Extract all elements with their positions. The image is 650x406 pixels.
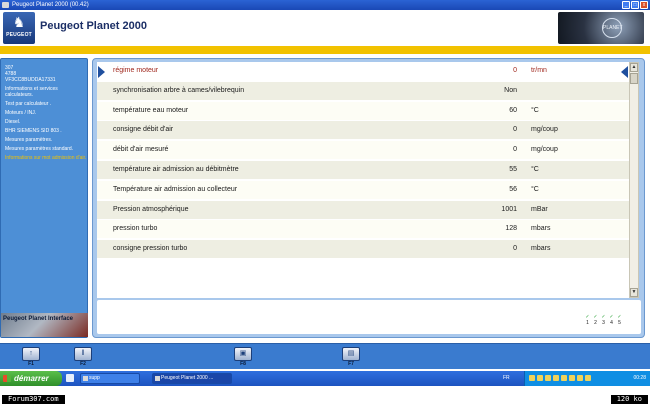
parameter-unit: mg/coup [531,126,558,134]
vehicle-info-line: Test par calculateur . [5,101,52,107]
function-key-label: F2 [80,361,86,367]
parameters-panel [92,58,645,338]
parameter-row[interactable] [97,102,629,121]
parameter-unit: °C [531,106,539,114]
forum-watermark: Forum307.com [2,395,65,404]
ecu-check-icon: ✓ [609,314,614,320]
window-app-icon [2,2,9,8]
ecu-number: 5 [618,320,621,326]
vehicle-info-line: Diesel. [5,119,21,125]
footer-strip [0,386,650,406]
parameter-label: Pression atmosphérique [113,205,189,213]
planet-hero-image [558,12,644,44]
parameter-row[interactable] [97,220,629,239]
parameter-label: consigne pression turbo [113,245,188,253]
ecu-check-icon: ✓ [585,314,590,320]
ecu-number: 1 [586,320,589,326]
ecu-check-icon: ✓ [601,314,606,320]
start-label: démarrer [14,374,49,383]
scroll-up-button[interactable]: ▲ [631,64,637,70]
interface-label: Peugeot Planet Interface [3,316,74,322]
tray-icon[interactable] [561,375,567,381]
parameter-unit: °C [531,166,539,173]
globe-icon: PLANET [602,18,622,38]
parameter-row[interactable] [97,121,629,140]
selection-arrow-right-icon [621,66,628,78]
parameter-list [97,62,629,298]
function-key-f7[interactable] [340,347,362,367]
taskbar-item-planet[interactable] [152,373,232,384]
parameter-row[interactable] [97,141,629,160]
window-title: Peugeot Planet 2000 (00.42) [12,2,89,8]
tray-icon[interactable] [569,375,575,381]
vehicle-info-line: Informations sur mot admission d'air. [5,155,87,161]
vehicle-info-line: 4788 [5,71,17,77]
parameter-label: synchronisation arbre à cames/vilebrequin [113,86,245,94]
parameter-label: Température air admission au collecteur [113,185,238,193]
parameter-row[interactable] [97,82,629,101]
parameter-label: régime moteur [113,67,159,74]
parameter-value: 0 [513,146,517,154]
tray-icon[interactable] [537,375,543,381]
task-label: Peugeot Planet 2000 ... [161,375,214,381]
file-size-label: 120 ko [611,395,648,404]
vehicle-info-line: BHR SIEMENS SID 803 . [5,128,62,134]
ecu-status-item[interactable] [608,314,615,326]
parameter-value: 0 [513,245,517,253]
vehicle-info-line: Mesures paramètres standard. [5,146,74,152]
pause-icon: ‖ [74,347,92,361]
parameter-unit: mBar [531,205,548,213]
clock[interactable]: 00:28 [633,375,646,381]
ecu-number: 4 [610,320,613,326]
parameter-unit: mbars [531,225,551,233]
function-key-f8[interactable] [232,347,254,367]
close-button[interactable]: x [640,1,648,9]
function-key-f2[interactable] [72,347,94,367]
app-title: Peugeot Planet 2000 [40,20,147,32]
print-icon: ▤ [342,347,360,361]
taskbar-item-supp[interactable] [80,373,140,384]
parameter-label: pression turbo [113,225,158,233]
parameter-label: température eau moteur [113,106,189,114]
window-titlebar [0,0,650,10]
folder-icon [83,376,88,381]
parameter-unit: mbars [531,245,551,253]
vehicle-info-lines [1,59,87,161]
scroll-down-button[interactable]: ▼ [631,289,637,295]
parameter-row[interactable] [97,181,629,200]
function-key-bar [0,343,650,369]
function-key-label: F7 [348,361,354,367]
parameter-unit: °C [531,185,539,193]
ecu-status-item[interactable] [616,314,623,326]
header-accent-bar [0,46,650,54]
status-area [97,300,641,334]
parameter-row[interactable] [97,62,629,81]
parameter-unit: mg/coup [531,146,558,154]
parameter-value: Non [504,86,517,94]
maximize-button[interactable]: □ [631,1,639,9]
app-header [0,10,650,46]
language-indicator[interactable]: FR [503,375,510,381]
tray-icon[interactable] [585,375,591,381]
parameter-value: 55 [509,166,517,173]
parameter-row[interactable] [97,161,629,180]
system-tray [503,371,650,386]
brand-name: PEUGEOT [6,32,32,38]
function-key-label: F8 [240,361,246,367]
ecu-status-list [584,314,623,326]
parameter-value: 1001 [501,205,517,213]
function-key-label: F1 [28,361,34,367]
selection-arrow-left-icon [98,66,105,78]
parameter-row[interactable] [97,201,629,220]
window-controls [622,1,648,9]
ecu-check-icon: ✓ [593,314,598,320]
parameter-value: 0 [513,126,517,134]
start-button[interactable] [0,371,62,386]
ecu-check-icon: ✓ [617,314,622,320]
tray-icon[interactable] [529,375,535,381]
scroll-thumb[interactable] [630,73,638,84]
minimize-button[interactable]: _ [622,1,630,9]
parameter-label: débit d'air mesuré [113,146,169,154]
vehicle-info-line: Moteurs / INJ. [5,110,37,116]
tray-icon[interactable] [545,375,551,381]
ecu-status-item[interactable] [592,314,599,326]
ecu-status-item[interactable] [584,314,591,326]
parameter-unit: tr/mn [531,67,547,74]
tray-icon[interactable] [577,375,583,381]
vehicle-info-line: Mesures paramètres. [5,137,53,143]
tray-icons [529,375,591,381]
vehicle-info-panel [0,58,88,338]
parameter-value: 60 [509,106,517,114]
parameter-label: consigne débit d'air [113,126,174,134]
tray-icon[interactable] [553,375,559,381]
ecu-number: 2 [594,320,597,326]
vertical-scrollbar[interactable] [629,62,639,298]
parameter-value: 56 [509,185,517,193]
function-key-f1[interactable] [20,347,42,367]
peugeot-logo [3,12,35,44]
lion-icon: ♞ [12,14,26,30]
task-label: supp [89,375,100,381]
vehicle-info-line: VF3CC8BUDDA17331 [5,77,56,83]
ecu-status-item[interactable] [600,314,607,326]
windows-flag-icon [3,375,11,382]
parameter-row[interactable] [97,240,629,259]
taskbar [0,371,650,386]
parameter-value: 0 [513,67,517,74]
interface-badge [1,313,88,337]
app-icon [155,376,160,381]
parameter-label: température air admission au débitmètre [113,166,239,173]
up-arrow-icon: ↑ [22,347,40,361]
parameter-value: 128 [505,225,517,233]
snapshot-icon: ▣ [234,347,252,361]
vehicle-info-line: 307 [5,65,14,71]
quick-launch-icon[interactable] [66,374,74,382]
ecu-number: 3 [602,320,605,326]
vehicle-info-line: Informations et services calculateurs. [5,86,58,98]
